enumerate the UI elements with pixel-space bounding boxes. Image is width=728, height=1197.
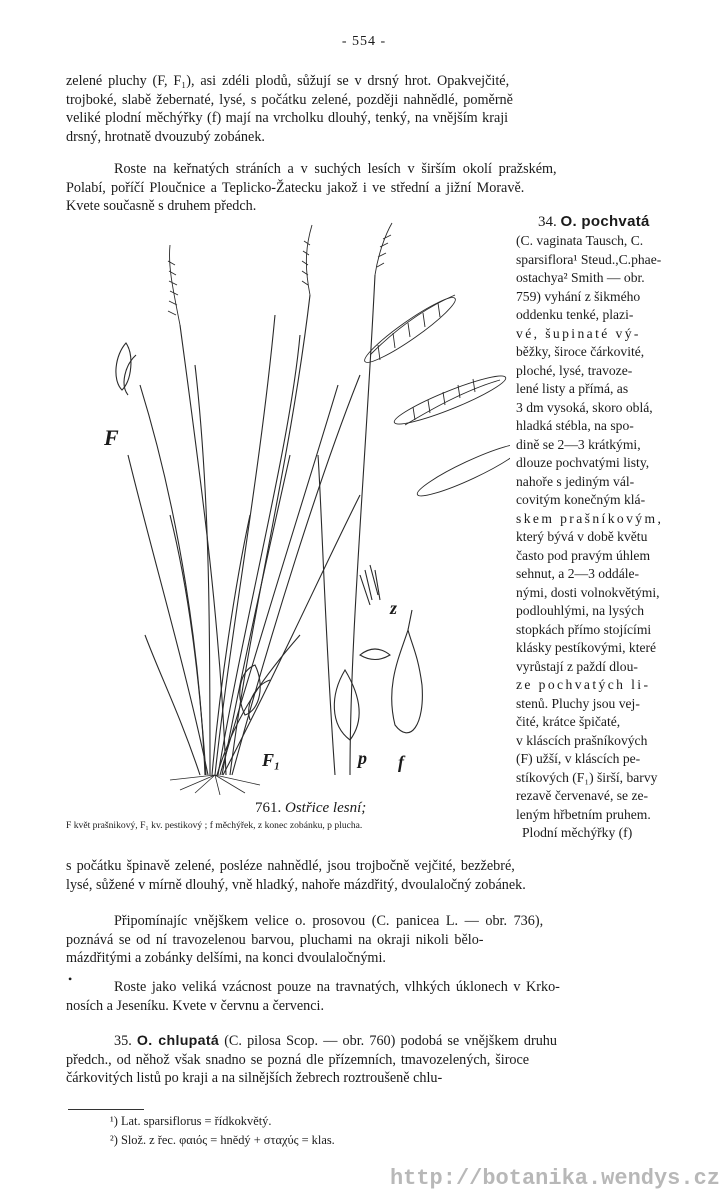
text-line: nahoře s jediným vál- bbox=[516, 473, 635, 489]
figure-label-p: p bbox=[358, 748, 367, 768]
text-line: v kláscích prašníkových bbox=[516, 732, 648, 748]
paragraph-distribution bbox=[66, 160, 696, 216]
paragraph-after-figure bbox=[66, 857, 706, 894]
text-line: dlouze pochvatými listy, bbox=[516, 455, 650, 470]
text-line: oddenku tenké, plazi- bbox=[516, 307, 634, 322]
species-35-rest: (C. pilosa Scop. — obr. 760) podobá se vnějškem druhu bbox=[224, 1033, 557, 1049]
text-line: veliké plodní měchýřky (f) mají na vrcholku dlouhý, tenký, na vnějším kraji bbox=[66, 110, 509, 127]
text-line: Roste na keřnatých stráních a v suchých lesích v širším okolí pražském, bbox=[114, 161, 557, 177]
paragraph-distribution-2 bbox=[66, 978, 706, 1015]
text-line: Kvete současně s druhem předch. bbox=[66, 198, 257, 215]
species-34-heading bbox=[538, 213, 650, 232]
text-line: klásky pestíkovými, které bbox=[516, 640, 657, 655]
text-line: ostachya² Smith — obr. bbox=[516, 270, 645, 285]
bullet-mark: • bbox=[68, 972, 73, 986]
text-line: s počátku špinavě zelené, posléze nahnědlé, jsou trojbočně vejčité, bezžebré, bbox=[66, 858, 515, 874]
species-number: 34. bbox=[538, 214, 557, 230]
text-line: 3 dm vysoká, skoro oblá, bbox=[516, 399, 653, 415]
text-line: vyrůstají z paždí dlou- bbox=[516, 658, 638, 674]
text-line: Připomínajíc vnějškem velice o. prosovou (C. panicea L. — obr. 736), bbox=[114, 913, 544, 929]
text-line: ploché, lysé, travoze- bbox=[516, 362, 633, 378]
text-line bbox=[66, 1032, 706, 1051]
text-line: poznává se od ní travozelenou barvou, pluchami na okraji nikoli bělo- bbox=[66, 931, 484, 948]
page-number: - 554 - bbox=[341, 34, 387, 49]
text-line: lené listy a přímá, as bbox=[516, 381, 629, 396]
text-line: rezavě červenavé, se ze- bbox=[516, 788, 649, 803]
spikes-drawing bbox=[168, 223, 510, 503]
text-line: nými, dosti volnokvětými, bbox=[516, 584, 660, 600]
footnote-1: ¹) Lat. sparsiflorus = řídkokvětý. bbox=[110, 1114, 272, 1128]
figure-label-z: z bbox=[390, 598, 398, 618]
text-line: hladká stébla, na spo- bbox=[516, 418, 634, 433]
text-line: ze pochvatých li- bbox=[516, 677, 651, 692]
text-line: leným hřbetním pruhem. bbox=[516, 806, 651, 822]
text-line: čárkovitých listů po kraji a na silnějších žebrech roztroušeně chlu- bbox=[66, 1070, 443, 1087]
text-line: čité, krátce špičaté, bbox=[516, 714, 621, 729]
text-line: vé, šupinaté vý- bbox=[516, 325, 641, 341]
text-line: který bývá v době květu bbox=[516, 529, 648, 544]
leaves-drawing bbox=[128, 315, 360, 775]
figure-label-F: F bbox=[104, 425, 119, 450]
text-line: covitým konečným klá- bbox=[516, 492, 646, 507]
text-line: předch., od něhož však snadno se pozná dle přízemních, tmavozelených, široce bbox=[66, 1051, 530, 1068]
text-line: stenů. Pluchy jsou vej- bbox=[516, 695, 640, 711]
paragraph-comparison bbox=[66, 912, 706, 968]
figure-subcaption: F květ prašnikový, F₁ kv. pestikový ; f měchýřek, z konec zobánku, p plucha. bbox=[66, 820, 363, 831]
figure-caption bbox=[255, 800, 366, 817]
text-line: (C. vaginata Tausch, C. bbox=[516, 233, 644, 248]
figure-label-f: f bbox=[398, 752, 404, 772]
species-name: O. pochvatá bbox=[560, 213, 650, 230]
text-line: zelené pluchy (F, F₁), asi zdéli plodů, sůžují se v drsný hrot. Opakvejčité, bbox=[66, 73, 510, 89]
text-line: nosích a Jeseníku. Kvete v červnu a červenci. bbox=[66, 997, 325, 1014]
text-line: 759) vyhání z šikmého bbox=[516, 288, 641, 304]
text-line: (F) užší, v kláscích pe- bbox=[516, 751, 641, 766]
text-line: trojboké, slabě žebernaté, lysé, s počátku zelené, později nahnědlé, poměrně bbox=[66, 91, 513, 108]
text-line: skem prašníkovým, bbox=[516, 510, 664, 526]
footnote-rule bbox=[68, 1109, 144, 1110]
text-line: sehnut, a 2—3 oddále- bbox=[516, 566, 640, 581]
roots-drawing bbox=[170, 775, 260, 795]
text-line: Roste jako veliká vzácnost pouze na travnatých, vlhkých úklonech v Krko- bbox=[114, 979, 560, 995]
figure-label-F1: F₁ bbox=[262, 750, 281, 770]
text-line: mázdřitými a zobánky delšími, na konci dvoulaločnými. bbox=[66, 950, 386, 967]
text-line: lysé, sůžené v mírně dlouhý, vně hladký, nahoře mázdřitý, dvoulaločný zobánek. bbox=[66, 876, 526, 893]
text-line: drsný, hrotnatě dvouzubý zobánek. bbox=[66, 128, 265, 145]
species-34-column bbox=[516, 232, 700, 843]
text-line: často pod pravým úhlem bbox=[516, 547, 651, 563]
source-url-watermark: http://botanika.wendys.cz bbox=[389, 1166, 720, 1191]
text-line: dině se 2—3 krátkými, bbox=[516, 436, 641, 452]
paragraph-top bbox=[66, 72, 696, 146]
text-line: podlouhlými, na lysých bbox=[516, 603, 644, 618]
species-number: 35. bbox=[114, 1033, 132, 1049]
footnote-2: ²) Slož. z řec. φαιός = hnědý + σταχύς = klas. bbox=[110, 1133, 335, 1147]
text-line: Plodní měchýřky (f) bbox=[522, 825, 633, 840]
text-line: stíkových (F₁) širší, barvy bbox=[516, 769, 658, 785]
text-line: Polabí, poříčí Ploučnice a Teplicko-Žatecku jakož i ve střední a jižní Moravě. bbox=[66, 179, 525, 196]
carex-illustration bbox=[60, 215, 510, 795]
figure-title: Ostřice lesní; bbox=[285, 800, 367, 816]
text-line: běžky, široce čárkovité, bbox=[516, 344, 645, 359]
species-name: O. chlupatá bbox=[136, 1033, 220, 1049]
species-35-paragraph bbox=[66, 1032, 706, 1088]
text-line: sparsiflora¹ Steud.,C.phae- bbox=[516, 251, 662, 267]
figure-number: 761. bbox=[255, 800, 282, 816]
text-line: stopkách přímo stojícími bbox=[516, 621, 652, 637]
